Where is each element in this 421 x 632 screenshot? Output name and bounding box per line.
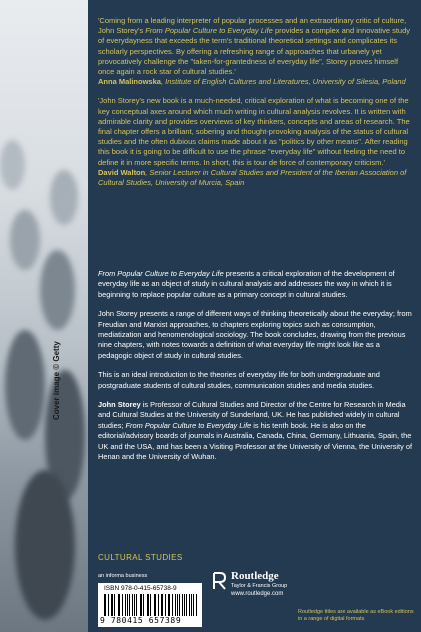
informa-label: an informa business (98, 573, 148, 579)
quote-text: 'Coming from a leading interpreter of popular processes and an extraordinary critic of culture, John Storey's From Popular Culture to Everyday Life provides a complex and innovative study of everydayness that exceeds the term's traditional theoretical settings and complicates its scholarly perspectives. By offering a refreshing range of approaches that urbanely yet provocatively challenge the "taken-for-grantedness of everyday life", Storey proves himself once again a rock star of cultural studies.' (98, 16, 411, 77)
subject-category: CULTURAL STUDIES (98, 553, 183, 562)
barcode-stripe (132, 594, 133, 616)
publisher-name: Routledge (231, 570, 279, 582)
review-quote (98, 96, 413, 188)
review-quotes (98, 16, 413, 197)
barcode (98, 583, 202, 627)
quote-attribution: David Walton, Senior Lecturer in Cultural Studies and President of the Iberian Association of Cultural Studies, University of Murcia, Spain (98, 167, 407, 188)
publisher-url[interactable]: www.routledge.com (231, 591, 284, 597)
cover-photo (0, 0, 88, 632)
review-quote (98, 16, 413, 87)
description-paragraph: This is an ideal introduction to the theories of everyday life for both undergraduate and postgraduate students of cultural studies, communication studies and media studies. (98, 370, 380, 390)
barcode-bars (104, 594, 198, 616)
barcode-stripe (172, 594, 173, 616)
description-paragraph: From Popular Culture to Everyday Life presents a critical exploration of the development of everyday life as an object of study in cultural analysis and addresses the way in which it is beginning to replace popular culture as a primary concept in cultural studies. (98, 269, 395, 299)
ean-number: 9 780415 657389 (100, 616, 182, 625)
barcode-stripe (154, 594, 155, 616)
author-bio: John Storey is Professor of Cultural Studies and Director of the Centre for Research in Media and Cultural Studies at the University of Sunderland, UK. He has published widely in cultural studies; From Popular Culture to Everyday Life is his tenth book. He is also on the editorial/advisory boards of journals in Australia, Canada, China, Germany, Lithuania, Spain, the UK and the USA, and has been a Visiting Professor at the University of Vienna, the University of Henan and the University of Wuhan. (98, 400, 413, 462)
cover-image-credit: Cover image © Getty (52, 341, 61, 420)
routledge-logo-icon (212, 572, 227, 590)
book-description (98, 269, 414, 472)
ebook-note: Routledge titles are available as eBook editions in a range of digital formats (298, 609, 414, 622)
quote-attribution: Anna Malinowska, Institute of English Cultures and Literatures, University of Silesia, Poland (98, 77, 406, 87)
barcode-stripe (196, 594, 197, 616)
quote-text: 'John Storey's new book is a much-needed, critical exploration of what is becoming one of the key conceptual axes around which much writing in cultural analysis revolves. It is written with admirable clarity and provides overviews of key thinkers, concepts and areas of research. The final chapter offers a brilliant, sobering and thought-provoking analysis of the status of cultural studies and the often dubious claims made about it as "politics by other means". After reading this book it is going to be difficult to use the phrase "everyday life" without feeling the need to define it in more specific terms. In short, this is tour de force of contemporary criticism.' (98, 96, 410, 167)
isbn: ISBN 978-0-415-65738-9 (104, 585, 177, 592)
publisher-tagline: Taylor & Francis Group (231, 583, 288, 589)
description-paragraph: John Storey presents a range of different ways of thinking theoretically about the everyday; from Freudian and Marxist approaches, to chapters exploring topics such as consumption, mediatization and henomenological sociology. The book concludes, drawing from the previous nine chapters, with notes towards a definition of what everyday life might look like as a pedagogic object of study in cultural studies. (98, 309, 412, 360)
barcode-stripe (114, 594, 115, 616)
